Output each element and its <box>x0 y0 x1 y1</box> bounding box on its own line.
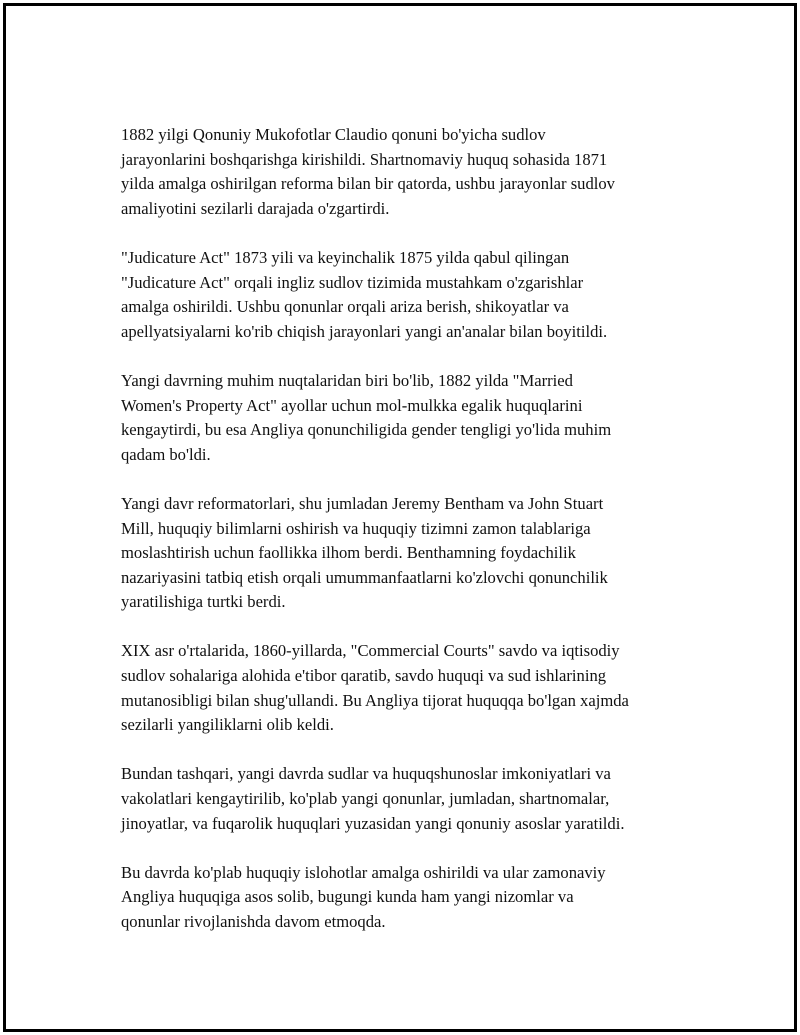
text-line: amaliyotini sezilarli darajada o'zgartirdi. <box>121 198 390 218</box>
text-line: mutanosibligi bilan shug'ullandi. Bu Angliya tijorat huquqqa bo'lgan xajmda <box>121 690 629 710</box>
paragraph-5 <box>121 639 693 737</box>
paragraph-3 <box>121 369 693 467</box>
text-line: sezilarli yangiliklarni olib keldi. <box>121 715 334 735</box>
text-line: "Judicature Act" orqali ingliz sudlov tizimida mustahkam o'zgarishlar <box>121 272 584 292</box>
paragraph-2 <box>121 246 693 344</box>
text-line: moslashtirish uchun faollikka ilhom berdi. Benthamning foydachilik <box>121 543 576 563</box>
text-line: nazariyasini tatbiq etish orqali umummanfaatlarni ko'zlovchi qonunchilik <box>121 567 608 587</box>
text-line: "Judicature Act" 1873 yili va keyinchalik 1875 yilda qabul qilingan <box>121 247 570 267</box>
text-line: XIX asr o'rtalarida, 1860-yillarda, "Commercial Courts" savdo va iqtisodiy <box>121 641 620 661</box>
text-line: qonunlar rivojlanishda davom etmoqda. <box>121 912 386 931</box>
paragraph-1 <box>121 123 693 221</box>
text-line: Yangi davrning muhim nuqtalaridan biri bo'lib, 1882 yilda "Married <box>121 370 573 390</box>
page-frame <box>3 3 797 1032</box>
text-line: Mill, huquqiy bilimlarni oshirish va huquqiy tizimni zamon talablariga <box>121 518 591 538</box>
paragraph-4 <box>121 492 693 615</box>
text-line: yaratilishiga turtki berdi. <box>121 592 286 612</box>
text-line: qadam bo'ldi. <box>121 444 211 464</box>
text-line: Bu davrda ko'plab huquqiy islohotlar amalga oshirildi va ular zamonaviy <box>121 862 606 882</box>
text-line: apellyatsiyalarni ko'rib chiqish jarayonlari yangi an'analar bilan boyitildi. <box>121 321 608 341</box>
text-line: Yangi davr reformatorlari, shu jumladan Jeremy Bentham va John Stuart <box>121 493 604 513</box>
text-line: Bundan tashqari, yangi davrda sudlar va huquqshunoslar imkoniyatlari va <box>121 764 611 784</box>
paragraph-7 <box>121 861 693 935</box>
text-line: vakolatlari kengaytirilib, ko'plab yangi qonunlar, jumladan, shartnomalar, <box>121 789 610 809</box>
text-line: jinoyatlar, va fuqarolik huquqlari yuzasidan yangi qonuniy asoslar yaratildi. <box>121 813 625 833</box>
text-line: kengaytirdi, bu esa Angliya qonunchiligida gender tengligi yo'lida muhim <box>121 420 612 440</box>
paragraph-6 <box>121 762 693 836</box>
text-line: amalga oshirildi. Ushbu qonunlar orqali ariza berish, shikoyatlar va <box>121 297 569 317</box>
text-line: Angliya huquqiga asos solib, bugungi kunda ham yangi nizomlar va <box>121 887 574 907</box>
text-line: sudlov sohalariga alohida e'tibor qaratib, savdo huquqi va sud ishlarining <box>121 666 607 686</box>
text-line: jarayonlarini boshqarishga kirishildi. Shartnomaviy huquq sohasida 1871 <box>121 149 608 169</box>
text-line: Women's Property Act" ayollar uchun mol-mulkka egalik huquqlarini <box>121 395 583 415</box>
text-line: 1882 yilgi Qonuniy Mukofotlar Claudio qonuni bo'yicha sudlov <box>121 125 546 144</box>
document-body <box>121 123 693 959</box>
text-line: yilda amalga oshirilgan reforma bilan bir qatorda, ushbu jarayonlar sudlov <box>121 174 615 194</box>
